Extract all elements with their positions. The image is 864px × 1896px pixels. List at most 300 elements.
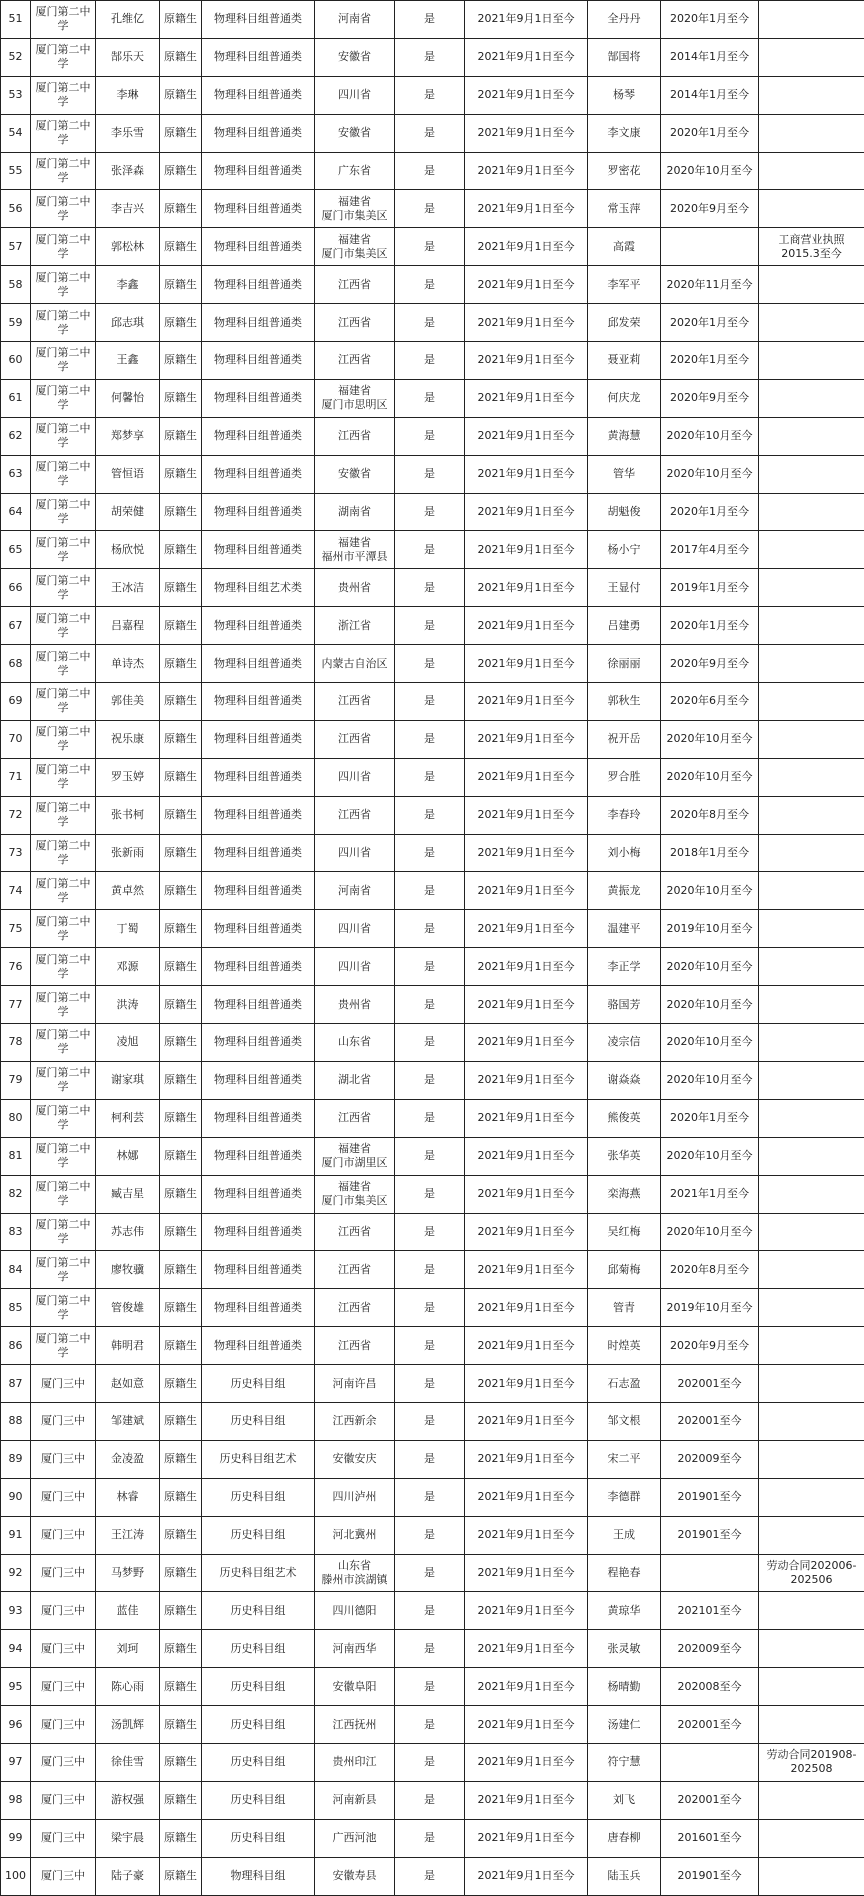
guardian-period-cell: 2020年10月至今 <box>661 455 759 493</box>
row-number: 86 <box>1 1327 31 1365</box>
flag-cell: 是 <box>395 1781 465 1819</box>
guardian-name-cell: 黄琼华 <box>588 1592 661 1630</box>
guardian-period-cell: 2020年10月至今 <box>661 1213 759 1251</box>
school-cell: 厦门第二中学 <box>31 38 96 76</box>
row-number: 96 <box>1 1706 31 1744</box>
enrollment-date-cell: 2021年9月1日至今 <box>465 1175 588 1213</box>
school-cell: 厦门第二中学 <box>31 455 96 493</box>
school-cell: 厦门第二中学 <box>31 948 96 986</box>
origin-cell: 江西新余 <box>315 1402 395 1440</box>
remark-cell <box>759 986 864 1024</box>
guardian-period-cell: 201901至今 <box>661 1857 759 1895</box>
guardian-period-cell: 2020年10月至今 <box>661 1024 759 1062</box>
remark-cell <box>759 1 864 39</box>
remark-cell <box>759 607 864 645</box>
remark-cell <box>759 1251 864 1289</box>
student-name-cell: 金凌盈 <box>96 1440 160 1478</box>
origin-cell: 安徽省 <box>315 455 395 493</box>
student-type-cell: 原籍生 <box>160 190 202 228</box>
flag-cell: 是 <box>395 645 465 683</box>
enrollment-date-cell: 2021年9月1日至今 <box>465 38 588 76</box>
row-number: 98 <box>1 1781 31 1819</box>
table-row <box>1 1024 864 1062</box>
enrollment-date-cell: 2021年9月1日至今 <box>465 1743 588 1781</box>
student-name-cell: 何馨怡 <box>96 379 160 417</box>
origin-cell: 福建省 厦门市思明区 <box>315 379 395 417</box>
student-type-cell: 原籍生 <box>160 417 202 455</box>
guardian-name-cell: 唐春柳 <box>588 1819 661 1857</box>
guardian-period-cell: 2019年10月至今 <box>661 1289 759 1327</box>
origin-cell: 贵州省 <box>315 569 395 607</box>
subject-group-cell: 物理科目组普通类 <box>202 342 315 380</box>
table-row <box>1 607 864 645</box>
flag-cell: 是 <box>395 493 465 531</box>
table-row <box>1 683 864 721</box>
student-name-cell: 苏志伟 <box>96 1213 160 1251</box>
remark-cell <box>759 1516 864 1554</box>
student-name-cell: 蓝佳 <box>96 1592 160 1630</box>
enrollment-date-cell: 2021年9月1日至今 <box>465 1630 588 1668</box>
school-cell: 厦门第二中学 <box>31 872 96 910</box>
origin-cell: 贵州印江 <box>315 1743 395 1781</box>
school-cell: 厦门三中 <box>31 1781 96 1819</box>
origin-cell: 内蒙古自治区 <box>315 645 395 683</box>
flag-cell: 是 <box>395 948 465 986</box>
flag-cell: 是 <box>395 1137 465 1175</box>
table-row <box>1 1819 864 1857</box>
subject-group-cell: 物理科目组普通类 <box>202 417 315 455</box>
table-row <box>1 1706 864 1744</box>
school-cell: 厦门第二中学 <box>31 796 96 834</box>
remark-cell <box>759 1099 864 1137</box>
enrollment-date-cell: 2021年9月1日至今 <box>465 1251 588 1289</box>
table-row <box>1 834 864 872</box>
guardian-period-cell: 2020年1月至今 <box>661 1 759 39</box>
table-row <box>1 1327 864 1365</box>
remark-cell <box>759 455 864 493</box>
guardian-period-cell: 2020年11月至今 <box>661 266 759 304</box>
guardian-period-cell: 202008至今 <box>661 1668 759 1706</box>
enrollment-date-cell: 2021年9月1日至今 <box>465 796 588 834</box>
flag-cell: 是 <box>395 796 465 834</box>
row-number: 53 <box>1 76 31 114</box>
student-type-cell: 原籍生 <box>160 1592 202 1630</box>
school-cell: 厦门三中 <box>31 1516 96 1554</box>
flag-cell: 是 <box>395 1668 465 1706</box>
subject-group-cell: 物理科目组普通类 <box>202 1 315 39</box>
guardian-period-cell: 2014年1月至今 <box>661 76 759 114</box>
remark-cell <box>759 1024 864 1062</box>
table-row <box>1 38 864 76</box>
table-row <box>1 152 864 190</box>
subject-group-cell: 物理科目组普通类 <box>202 228 315 266</box>
row-number: 73 <box>1 834 31 872</box>
enrollment-date-cell: 2021年9月1日至今 <box>465 1781 588 1819</box>
origin-cell: 江西省 <box>315 304 395 342</box>
flag-cell: 是 <box>395 76 465 114</box>
enrollment-date-cell: 2021年9月1日至今 <box>465 1402 588 1440</box>
enrollment-date-cell: 2021年9月1日至今 <box>465 758 588 796</box>
origin-cell: 广西河池 <box>315 1819 395 1857</box>
school-cell: 厦门三中 <box>31 1706 96 1744</box>
subject-group-cell: 物理科目组普通类 <box>202 948 315 986</box>
subject-group-cell: 物理科目组普通类 <box>202 910 315 948</box>
guardian-name-cell: 邱菊梅 <box>588 1251 661 1289</box>
student-name-cell: 管俊雄 <box>96 1289 160 1327</box>
guardian-period-cell: 2018年1月至今 <box>661 834 759 872</box>
guardian-period-cell <box>661 1743 759 1781</box>
remark-cell <box>759 1668 864 1706</box>
student-name-cell: 郭松林 <box>96 228 160 266</box>
table-row <box>1 1099 864 1137</box>
flag-cell: 是 <box>395 872 465 910</box>
origin-cell: 福建省 厦门市湖里区 <box>315 1137 395 1175</box>
student-name-cell: 孔维亿 <box>96 1 160 39</box>
student-name-cell: 廖牧骥 <box>96 1251 160 1289</box>
subject-group-cell: 历史科目组 <box>202 1592 315 1630</box>
student-type-cell: 原籍生 <box>160 1 202 39</box>
student-type-cell: 原籍生 <box>160 683 202 721</box>
enrollment-date-cell: 2021年9月1日至今 <box>465 1137 588 1175</box>
school-cell: 厦门第二中学 <box>31 190 96 228</box>
enrollment-date-cell: 2021年9月1日至今 <box>465 1327 588 1365</box>
student-type-cell: 原籍生 <box>160 1668 202 1706</box>
guardian-name-cell: 杨琴 <box>588 76 661 114</box>
subject-group-cell: 物理科目组 <box>202 1857 315 1895</box>
roster-body <box>1 1 864 1896</box>
table-row <box>1 304 864 342</box>
row-number: 89 <box>1 1440 31 1478</box>
remark-cell: 劳动合同201908- 202508 <box>759 1743 864 1781</box>
flag-cell: 是 <box>395 1213 465 1251</box>
guardian-name-cell: 李文康 <box>588 114 661 152</box>
school-cell: 厦门第二中学 <box>31 1289 96 1327</box>
guardian-name-cell: 骆国芳 <box>588 986 661 1024</box>
guardian-name-cell: 刘小梅 <box>588 834 661 872</box>
flag-cell: 是 <box>395 1099 465 1137</box>
remark-cell <box>759 683 864 721</box>
table-row <box>1 872 864 910</box>
subject-group-cell: 历史科目组 <box>202 1402 315 1440</box>
flag-cell: 是 <box>395 38 465 76</box>
flag-cell: 是 <box>395 1327 465 1365</box>
school-cell: 厦门三中 <box>31 1440 96 1478</box>
guardian-name-cell: 温建平 <box>588 910 661 948</box>
origin-cell: 河南省 <box>315 872 395 910</box>
guardian-period-cell: 2020年1月至今 <box>661 342 759 380</box>
student-type-cell: 原籍生 <box>160 796 202 834</box>
subject-group-cell: 历史科目组 <box>202 1706 315 1744</box>
subject-group-cell: 物理科目组普通类 <box>202 986 315 1024</box>
subject-group-cell: 历史科目组 <box>202 1668 315 1706</box>
origin-cell: 福建省 厦门市集美区 <box>315 228 395 266</box>
row-number: 78 <box>1 1024 31 1062</box>
guardian-name-cell: 张灵敏 <box>588 1630 661 1668</box>
subject-group-cell: 物理科目组普通类 <box>202 834 315 872</box>
table-row <box>1 1137 864 1175</box>
origin-cell: 四川德阳 <box>315 1592 395 1630</box>
row-number: 70 <box>1 720 31 758</box>
origin-cell: 江西省 <box>315 683 395 721</box>
guardian-period-cell: 201601至今 <box>661 1819 759 1857</box>
guardian-name-cell: 邹文根 <box>588 1402 661 1440</box>
guardian-name-cell: 符宁慧 <box>588 1743 661 1781</box>
student-name-cell: 邓源 <box>96 948 160 986</box>
student-type-cell: 原籍生 <box>160 152 202 190</box>
guardian-period-cell: 2020年10月至今 <box>661 758 759 796</box>
origin-cell: 江西省 <box>315 342 395 380</box>
flag-cell: 是 <box>395 1024 465 1062</box>
guardian-name-cell: 常玉萍 <box>588 190 661 228</box>
origin-cell: 安徽阜阳 <box>315 1668 395 1706</box>
guardian-name-cell: 全丹丹 <box>588 1 661 39</box>
school-cell: 厦门第二中学 <box>31 531 96 569</box>
table-row <box>1 720 864 758</box>
origin-cell: 山东省 <box>315 1024 395 1062</box>
student-name-cell: 郭佳美 <box>96 683 160 721</box>
remark-cell <box>759 417 864 455</box>
remark-cell <box>759 569 864 607</box>
student-type-cell: 原籍生 <box>160 1478 202 1516</box>
school-cell: 厦门三中 <box>31 1402 96 1440</box>
guardian-name-cell: 高霞 <box>588 228 661 266</box>
origin-cell: 江西省 <box>315 417 395 455</box>
student-type-cell: 原籍生 <box>160 1289 202 1327</box>
remark-cell <box>759 1137 864 1175</box>
table-row <box>1 1251 864 1289</box>
table-row <box>1 948 864 986</box>
guardian-period-cell: 2020年1月至今 <box>661 607 759 645</box>
table-row <box>1 1516 864 1554</box>
subject-group-cell: 物理科目组普通类 <box>202 1289 315 1327</box>
enrollment-date-cell: 2021年9月1日至今 <box>465 872 588 910</box>
subject-group-cell: 物理科目组普通类 <box>202 1137 315 1175</box>
guardian-period-cell: 202009至今 <box>661 1630 759 1668</box>
student-type-cell: 原籍生 <box>160 1781 202 1819</box>
student-type-cell: 原籍生 <box>160 1024 202 1062</box>
guardian-name-cell: 罗密花 <box>588 152 661 190</box>
row-number: 62 <box>1 417 31 455</box>
guardian-period-cell: 2020年9月至今 <box>661 190 759 228</box>
enrollment-date-cell: 2021年9月1日至今 <box>465 1365 588 1403</box>
table-row <box>1 1781 864 1819</box>
school-cell: 厦门第二中学 <box>31 228 96 266</box>
flag-cell: 是 <box>395 531 465 569</box>
row-number: 94 <box>1 1630 31 1668</box>
school-cell: 厦门第二中学 <box>31 1 96 39</box>
school-cell: 厦门第二中学 <box>31 834 96 872</box>
school-cell: 厦门第二中学 <box>31 1024 96 1062</box>
student-name-cell: 王江涛 <box>96 1516 160 1554</box>
row-number: 64 <box>1 493 31 531</box>
school-cell: 厦门第二中学 <box>31 720 96 758</box>
origin-cell: 安徽寿县 <box>315 1857 395 1895</box>
flag-cell: 是 <box>395 228 465 266</box>
origin-cell: 安徽省 <box>315 114 395 152</box>
table-row <box>1 342 864 380</box>
flag-cell: 是 <box>395 834 465 872</box>
row-number: 92 <box>1 1554 31 1592</box>
student-type-cell: 原籍生 <box>160 948 202 986</box>
enrollment-date-cell: 2021年9月1日至今 <box>465 1592 588 1630</box>
remark-cell <box>759 1402 864 1440</box>
row-number: 100 <box>1 1857 31 1895</box>
remark-cell <box>759 76 864 114</box>
student-name-cell: 洪涛 <box>96 986 160 1024</box>
guardian-period-cell <box>661 228 759 266</box>
table-row <box>1 1554 864 1592</box>
student-type-cell: 原籍生 <box>160 1706 202 1744</box>
subject-group-cell: 历史科目组艺术 <box>202 1440 315 1478</box>
origin-cell: 河南省 <box>315 1 395 39</box>
student-name-cell: 郜乐天 <box>96 38 160 76</box>
enrollment-date-cell: 2021年9月1日至今 <box>465 834 588 872</box>
row-number: 51 <box>1 1 31 39</box>
student-type-cell: 原籍生 <box>160 1061 202 1099</box>
row-number: 60 <box>1 342 31 380</box>
student-type-cell: 原籍生 <box>160 607 202 645</box>
student-type-cell: 原籍生 <box>160 986 202 1024</box>
remark-cell <box>759 910 864 948</box>
guardian-name-cell: 郜国将 <box>588 38 661 76</box>
student-name-cell: 柯利芸 <box>96 1099 160 1137</box>
flag-cell: 是 <box>395 1706 465 1744</box>
school-cell: 厦门三中 <box>31 1630 96 1668</box>
guardian-name-cell: 管华 <box>588 455 661 493</box>
origin-cell: 山东省 滕州市滨湖镇 <box>315 1554 395 1592</box>
origin-cell: 福建省 福州市平潭县 <box>315 531 395 569</box>
student-name-cell: 谢家琪 <box>96 1061 160 1099</box>
flag-cell: 是 <box>395 1478 465 1516</box>
enrollment-date-cell: 2021年9月1日至今 <box>465 190 588 228</box>
remark-cell <box>759 1365 864 1403</box>
guardian-name-cell: 时煌英 <box>588 1327 661 1365</box>
guardian-name-cell: 凌宗信 <box>588 1024 661 1062</box>
student-name-cell: 臧吉星 <box>96 1175 160 1213</box>
subject-group-cell: 历史科目组 <box>202 1630 315 1668</box>
origin-cell: 四川省 <box>315 758 395 796</box>
row-number: 58 <box>1 266 31 304</box>
guardian-period-cell: 2020年9月至今 <box>661 1327 759 1365</box>
guardian-name-cell: 郭秋生 <box>588 683 661 721</box>
enrollment-date-cell: 2021年9月1日至今 <box>465 1024 588 1062</box>
row-number: 91 <box>1 1516 31 1554</box>
flag-cell: 是 <box>395 1289 465 1327</box>
school-cell: 厦门三中 <box>31 1743 96 1781</box>
guardian-name-cell: 李德群 <box>588 1478 661 1516</box>
student-name-cell: 李乐雪 <box>96 114 160 152</box>
student-name-cell: 陈心雨 <box>96 1668 160 1706</box>
flag-cell: 是 <box>395 1175 465 1213</box>
school-cell: 厦门第二中学 <box>31 569 96 607</box>
remark-cell <box>759 720 864 758</box>
enrollment-date-cell: 2021年9月1日至今 <box>465 304 588 342</box>
table-row <box>1 228 864 266</box>
guardian-name-cell: 李春玲 <box>588 796 661 834</box>
guardian-name-cell: 李正学 <box>588 948 661 986</box>
remark-cell <box>759 1289 864 1327</box>
row-number: 52 <box>1 38 31 76</box>
flag-cell: 是 <box>395 1630 465 1668</box>
subject-group-cell: 历史科目组 <box>202 1819 315 1857</box>
guardian-period-cell: 202001至今 <box>661 1781 759 1819</box>
table-row <box>1 1175 864 1213</box>
student-name-cell: 罗玉婷 <box>96 758 160 796</box>
school-cell: 厦门第二中学 <box>31 1137 96 1175</box>
subject-group-cell: 历史科目组艺术 <box>202 1554 315 1592</box>
row-number: 72 <box>1 796 31 834</box>
student-type-cell: 原籍生 <box>160 872 202 910</box>
enrollment-date-cell: 2021年9月1日至今 <box>465 1099 588 1137</box>
enrollment-date-cell: 2021年9月1日至今 <box>465 1668 588 1706</box>
student-type-cell: 原籍生 <box>160 493 202 531</box>
flag-cell: 是 <box>395 190 465 228</box>
flag-cell: 是 <box>395 720 465 758</box>
flag-cell: 是 <box>395 1365 465 1403</box>
student-type-cell: 原籍生 <box>160 1630 202 1668</box>
remark-cell <box>759 1440 864 1478</box>
student-name-cell: 马梦野 <box>96 1554 160 1592</box>
flag-cell: 是 <box>395 1819 465 1857</box>
enrollment-date-cell: 2021年9月1日至今 <box>465 76 588 114</box>
school-cell: 厦门第二中学 <box>31 1061 96 1099</box>
school-cell: 厦门第二中学 <box>31 683 96 721</box>
student-name-cell: 黄卓然 <box>96 872 160 910</box>
subject-group-cell: 物理科目组普通类 <box>202 683 315 721</box>
remark-cell <box>759 1478 864 1516</box>
guardian-period-cell: 2020年10月至今 <box>661 152 759 190</box>
student-type-cell: 原籍生 <box>160 1213 202 1251</box>
remark-cell <box>759 872 864 910</box>
guardian-name-cell: 管青 <box>588 1289 661 1327</box>
remark-cell <box>759 1175 864 1213</box>
school-cell: 厦门第二中学 <box>31 493 96 531</box>
school-cell: 厦门三中 <box>31 1365 96 1403</box>
origin-cell: 四川省 <box>315 910 395 948</box>
guardian-name-cell: 宋二平 <box>588 1440 661 1478</box>
origin-cell: 江西省 <box>315 266 395 304</box>
guardian-name-cell: 邱发荣 <box>588 304 661 342</box>
remark-cell <box>759 1630 864 1668</box>
school-cell: 厦门第二中学 <box>31 1213 96 1251</box>
student-type-cell: 原籍生 <box>160 834 202 872</box>
student-name-cell: 张书柯 <box>96 796 160 834</box>
table-row <box>1 417 864 455</box>
student-type-cell: 原籍生 <box>160 1137 202 1175</box>
enrollment-date-cell: 2021年9月1日至今 <box>465 683 588 721</box>
subject-group-cell: 物理科目组普通类 <box>202 796 315 834</box>
student-name-cell: 丁蜀 <box>96 910 160 948</box>
remark-cell <box>759 190 864 228</box>
table-row <box>1 379 864 417</box>
table-row <box>1 1592 864 1630</box>
enrollment-date-cell: 2021年9月1日至今 <box>465 228 588 266</box>
student-type-cell: 原籍生 <box>160 266 202 304</box>
flag-cell: 是 <box>395 114 465 152</box>
guardian-period-cell: 201901至今 <box>661 1478 759 1516</box>
school-cell: 厦门第二中学 <box>31 607 96 645</box>
table-row <box>1 796 864 834</box>
table-row <box>1 1857 864 1895</box>
remark-cell <box>759 531 864 569</box>
origin-cell: 江西省 <box>315 1327 395 1365</box>
enrollment-date-cell: 2021年9月1日至今 <box>465 569 588 607</box>
table-row <box>1 493 864 531</box>
remark-cell <box>759 1819 864 1857</box>
remark-cell <box>759 266 864 304</box>
flag-cell: 是 <box>395 1440 465 1478</box>
school-cell: 厦门第二中学 <box>31 76 96 114</box>
